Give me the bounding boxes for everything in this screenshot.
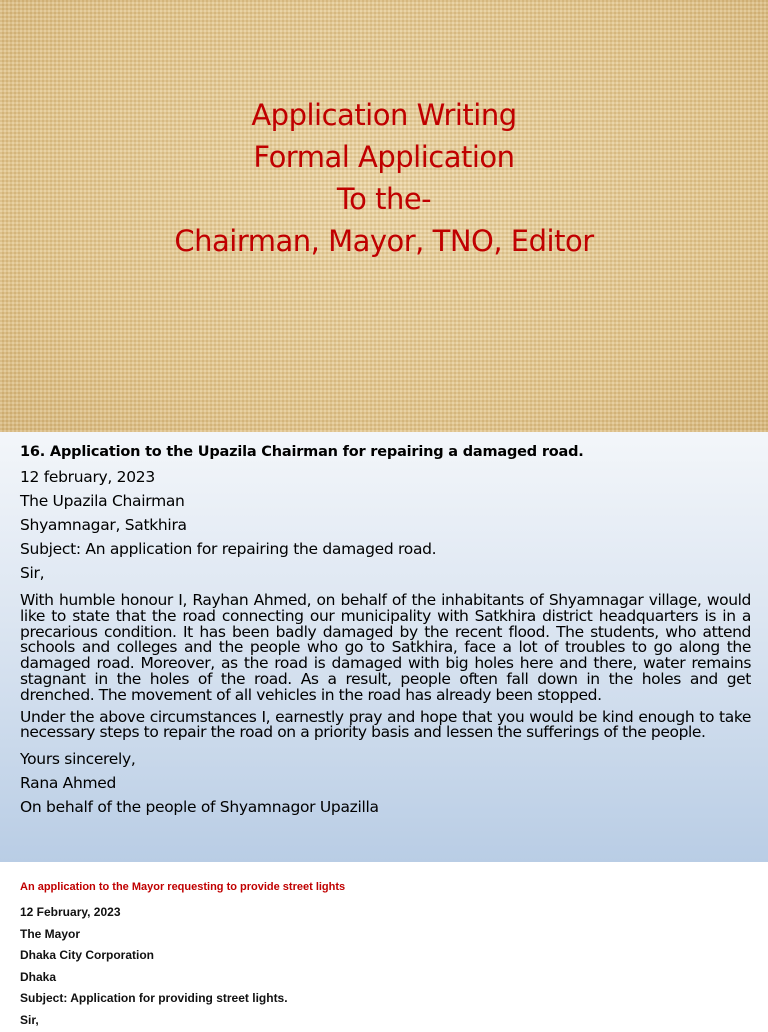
- road-letter-behalf: On behalf of the people of Shyamnagor Upazilla: [20, 798, 379, 817]
- street-lights-slide: [0, 862, 768, 1027]
- road-letter-recipient: The Upazila Chairman: [20, 492, 185, 510]
- road-letter-paragraph-2: Under the above circumstances I, earnestly pray and hope that you would be kind enough to take necessary steps to repair the road on a priority basis and lessen the sufferings of the people.: [20, 707, 751, 742]
- road-letter-closing: Yours sincerely,: [20, 750, 136, 769]
- road-letter-subject: Subject: An application for repairing the damaged road.: [20, 540, 437, 558]
- street-lights-heading: An application to the Mayor requesting to provide street lights: [20, 881, 346, 893]
- title-line-4: Chairman, Mayor, TNO, Editor: [174, 224, 594, 258]
- title-slide: [0, 0, 768, 432]
- title-line-2: Formal Application: [253, 140, 515, 174]
- title-line-1: Application Writing: [251, 98, 517, 132]
- road-letter-signature: Rana Ahmed: [20, 774, 117, 793]
- street-lights-date: 12 February, 2023: [20, 905, 121, 919]
- road-letter-slide: [0, 432, 768, 862]
- road-letter: [20, 444, 751, 819]
- title-block: [0, 94, 768, 262]
- title-line-3: To the-: [336, 182, 432, 216]
- road-letter-paragraph-1: With humble honour I, Rayhan Ahmed, on behalf of the inhabitants of Shyamnagar village, would like to state that the road connecting our municipality with Satkhira district headquarters is in a precarious condition. It has been badly damaged by the recent flood. The students, who attend schools and colleges and the people who go to Satkhira, face a lot of troubles to go along the damaged road. Moreover, as the road is damaged with big holes here and there, water remains stagnant in the holes of the road. As a result, people often fall down in the holes and get drenched. The movement of all vehicles in the road has already been stopped.: [20, 591, 751, 704]
- road-letter-salutation: Sir,: [20, 564, 45, 582]
- street-lights-org: Dhaka City Corporation: [20, 948, 155, 963]
- street-lights-city: Dhaka: [20, 969, 57, 984]
- street-lights-salutation: Sir,: [20, 1012, 39, 1027]
- street-lights-letter: [20, 880, 345, 1032]
- road-letter-heading: 16. Application to the Upazila Chairman for repairing a damaged road.: [20, 444, 584, 460]
- street-lights-recipient: The Mayor: [20, 926, 81, 941]
- road-letter-address: Shyamnagar, Satkhira: [20, 516, 187, 534]
- road-letter-date: 12 february, 2023: [20, 468, 155, 486]
- street-lights-subject: Subject: Application for providing street lights.: [20, 991, 288, 1006]
